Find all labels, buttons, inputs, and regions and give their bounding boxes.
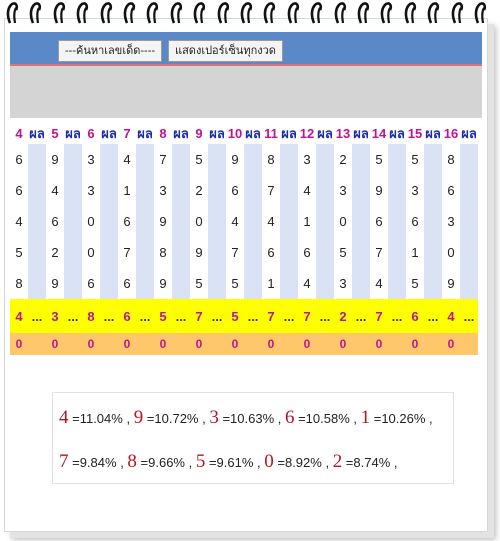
spiral-ring-icon [123, 2, 137, 22]
table-cell: 8 [10, 268, 28, 299]
result-cell [208, 175, 226, 206]
table-cell: 3 [334, 268, 352, 299]
result-cell [208, 144, 226, 175]
result-cell [460, 206, 478, 237]
orange-filler [280, 333, 298, 355]
result-cell [100, 175, 118, 206]
orange-filler [172, 333, 190, 355]
stat-digit: 2 [332, 451, 343, 472]
orange-value: 0 [406, 333, 424, 355]
spiral-ring-icon [263, 2, 277, 22]
summary-digit: 6 [118, 299, 136, 333]
column-result-label: ผล [173, 125, 189, 141]
orange-value: 0 [226, 333, 244, 355]
summary-digit: 7 [370, 299, 388, 333]
result-cell [280, 206, 298, 237]
spiral-binding [0, 0, 500, 28]
spiral-ring-icon [357, 2, 371, 22]
table-cell: 3 [82, 175, 100, 206]
stat-percent: =9.66% [136, 455, 185, 470]
table-cell: 9 [154, 206, 172, 237]
table-cell: 5 [190, 268, 208, 299]
column-result-label: ผล [101, 125, 117, 141]
table-cell: 6 [406, 206, 424, 237]
stat-percent: =11.04% [68, 411, 123, 426]
orange-value: 0 [82, 333, 100, 355]
column-result-label: ผล [317, 125, 333, 141]
spiral-ring-icon [76, 2, 90, 22]
result-cell [136, 237, 154, 268]
result-cell [28, 144, 46, 175]
table-cell: 0 [334, 206, 352, 237]
orange-filler [352, 333, 370, 355]
summary-dots: ... [136, 299, 154, 333]
stat-separator: , [116, 455, 128, 470]
result-cell [244, 237, 262, 268]
column-number: 16 [443, 125, 459, 141]
stat-digit: 4 [59, 407, 69, 428]
table-cell: 6 [10, 175, 28, 206]
orange-filler [136, 333, 154, 355]
result-cell [460, 237, 478, 268]
stat-separator: , [185, 455, 196, 470]
summary-dots: ... [244, 299, 262, 333]
stat-digit: 9 [133, 407, 144, 428]
summary-dots: ... [64, 299, 82, 333]
table-cell: 5 [334, 237, 352, 268]
result-cell [388, 144, 406, 175]
orange-value: 0 [442, 333, 460, 355]
gray-panel [10, 66, 482, 118]
yellow-summary-row [10, 299, 478, 333]
result-cell [460, 268, 478, 299]
result-cell [460, 144, 478, 175]
screenshot-content [10, 32, 482, 520]
table-row [10, 175, 478, 206]
column-result-label: ผล [245, 125, 261, 141]
show-percent-button[interactable]: แสดงเปอร์เซ็นทุกงวด [168, 40, 283, 62]
spiral-ring-icon [217, 2, 231, 22]
result-cell [64, 237, 82, 268]
spiral-ring-icon [170, 2, 184, 22]
orange-value: 0 [298, 333, 316, 355]
orange-value: 0 [10, 333, 28, 355]
result-cell [352, 175, 370, 206]
table-header-row [10, 122, 478, 144]
result-cell [136, 144, 154, 175]
result-cell [64, 268, 82, 299]
stat-percent: =8.92% [273, 455, 322, 470]
table-row [10, 144, 478, 175]
table-cell: 4 [370, 268, 388, 299]
table-cell: 5 [226, 268, 244, 299]
summary-dots: ... [280, 299, 298, 333]
result-cell [316, 268, 334, 299]
summary-digit: 7 [262, 299, 280, 333]
result-cell [352, 268, 370, 299]
orange-filler [460, 333, 478, 355]
stat-digit: 1 [360, 407, 371, 428]
result-cell [388, 268, 406, 299]
table-cell: 6 [118, 206, 136, 237]
summary-dots: ... [460, 299, 478, 333]
stat-digit: 8 [127, 451, 137, 472]
table-cell: 6 [10, 144, 28, 175]
orange-value: 0 [118, 333, 136, 355]
table-cell: 5 [406, 144, 424, 175]
column-number: 13 [335, 125, 351, 141]
result-cell [316, 175, 334, 206]
orange-filler [244, 333, 262, 355]
table-cell: 4 [226, 206, 244, 237]
spiral-ring-icon [474, 2, 488, 22]
orange-value: 0 [334, 333, 352, 355]
column-result-label: ผล [389, 125, 405, 141]
table-cell: 4 [46, 175, 64, 206]
column-result-label: ผล [209, 125, 225, 141]
spiral-ring-icon [100, 2, 114, 22]
orange-filler [100, 333, 118, 355]
result-cell [352, 237, 370, 268]
orange-value: 0 [262, 333, 280, 355]
table-cell: 1 [298, 206, 316, 237]
column-result-label: ผล [425, 125, 441, 141]
result-cell [460, 175, 478, 206]
table-cell: 9 [226, 144, 244, 175]
table-cell: 9 [46, 144, 64, 175]
table-cell: 9 [154, 268, 172, 299]
result-cell [172, 268, 190, 299]
column-number: 12 [299, 125, 315, 141]
result-cell [244, 175, 262, 206]
summary-dots: ... [316, 299, 334, 333]
result-cell [280, 237, 298, 268]
orange-filler [424, 333, 442, 355]
table-cell: 2 [46, 237, 64, 268]
table-cell: 8 [154, 237, 172, 268]
table-row [10, 268, 478, 299]
orange-value: 0 [190, 333, 208, 355]
table-cell: 7 [226, 237, 244, 268]
result-cell [172, 206, 190, 237]
column-result-label: ผล [137, 125, 153, 141]
result-cell [136, 268, 154, 299]
spiral-ring-icon [6, 2, 20, 22]
column-number: 10 [227, 125, 243, 141]
result-cell [424, 268, 442, 299]
column-number: 5 [51, 125, 59, 141]
result-cell [424, 144, 442, 175]
summary-digit: 5 [154, 299, 172, 333]
result-cell [28, 237, 46, 268]
result-cell [172, 175, 190, 206]
column-result-label: ผล [65, 125, 81, 141]
table-cell: 7 [154, 144, 172, 175]
result-cell [388, 237, 406, 268]
table-cell: 1 [118, 175, 136, 206]
result-cell [28, 175, 46, 206]
stat-percent: =10.58% [294, 411, 350, 426]
summary-dots: ... [172, 299, 190, 333]
table-cell: 6 [118, 268, 136, 299]
summary-dots: ... [424, 299, 442, 333]
table-cell: 3 [154, 175, 172, 206]
summary-digit: 2 [334, 299, 352, 333]
summary-dots: ... [100, 299, 118, 333]
result-cell [172, 237, 190, 268]
spiral-ring-icon [287, 2, 301, 22]
column-result-label: ผล [461, 125, 477, 141]
summary-digit: 5 [226, 299, 244, 333]
result-cell [136, 206, 154, 237]
summary-digit: 7 [190, 299, 208, 333]
orange-summary-row [10, 333, 478, 355]
spiral-ring-icon [53, 2, 67, 22]
orange-filler [388, 333, 406, 355]
result-cell [244, 206, 262, 237]
result-cell [208, 268, 226, 299]
table-cell: 3 [82, 144, 100, 175]
result-cell [424, 237, 442, 268]
column-result-label: ผล [29, 125, 45, 141]
table-cell: 4 [10, 206, 28, 237]
result-cell [64, 206, 82, 237]
table-cell: 3 [442, 206, 460, 237]
table-cell: 8 [442, 144, 460, 175]
stats-line-1 [59, 407, 433, 429]
result-cell [244, 144, 262, 175]
table-row [10, 237, 478, 268]
spiral-ring-icon [380, 2, 394, 22]
table-cell: 0 [82, 237, 100, 268]
column-number: 11 [264, 125, 278, 141]
stat-separator: , [253, 455, 265, 470]
summary-dots: ... [352, 299, 370, 333]
result-cell [136, 175, 154, 206]
table-cell: 4 [298, 175, 316, 206]
result-cell [316, 206, 334, 237]
result-cell [28, 206, 46, 237]
stat-digit: 6 [284, 407, 295, 428]
column-number: 9 [195, 125, 203, 141]
orange-filler [64, 333, 82, 355]
spiral-ring-icon [29, 2, 43, 22]
stat-separator: , [198, 411, 210, 426]
table-cell: 5 [10, 237, 28, 268]
result-cell [280, 144, 298, 175]
spiral-ring-icon [240, 2, 254, 22]
result-cell [352, 144, 370, 175]
result-cell [280, 175, 298, 206]
summary-dots: ... [388, 299, 406, 333]
top-toolbar [10, 32, 482, 64]
result-cell [388, 206, 406, 237]
result-cell [352, 206, 370, 237]
table-cell: 9 [370, 175, 388, 206]
summary-digit: 3 [46, 299, 64, 333]
spiral-ring-icon [427, 2, 441, 22]
orange-filler [28, 333, 46, 355]
table-cell: 4 [118, 144, 136, 175]
summary-digit: 4 [442, 299, 460, 333]
summary-digit: 8 [82, 299, 100, 333]
orange-filler [208, 333, 226, 355]
table-cell: 5 [190, 144, 208, 175]
result-cell [208, 206, 226, 237]
table-cell: 3 [334, 175, 352, 206]
table-cell: 6 [298, 237, 316, 268]
result-cell [244, 268, 262, 299]
table-cell: 6 [370, 206, 388, 237]
stat-percent: =8.74% [342, 455, 391, 470]
search-lucky-number-dropdown[interactable]: ---ค้นหาเลขเด็ด---- [58, 40, 162, 62]
orange-value: 0 [154, 333, 172, 355]
result-cell [28, 268, 46, 299]
result-cell [100, 206, 118, 237]
column-number: 15 [407, 125, 423, 141]
table-cell: 5 [406, 268, 424, 299]
spiral-ring-icon [404, 2, 418, 22]
column-result-label: ผล [353, 125, 369, 141]
result-cell [280, 268, 298, 299]
result-cell [316, 237, 334, 268]
table-cell: 6 [226, 175, 244, 206]
table-cell: 3 [406, 175, 424, 206]
table-cell: 0 [82, 206, 100, 237]
stat-percent: =10.72% [143, 411, 199, 426]
table-cell: 2 [334, 144, 352, 175]
table-cell: 9 [442, 268, 460, 299]
stat-percent: =10.63% [218, 411, 275, 426]
result-cell [64, 175, 82, 206]
results-table [10, 122, 478, 355]
stat-digit: 7 [59, 451, 69, 472]
column-number: 8 [159, 125, 167, 141]
table-cell: 5 [370, 144, 388, 175]
stat-digit: 3 [209, 407, 219, 428]
column-number: 6 [87, 125, 95, 141]
orange-filler [316, 333, 334, 355]
table-cell: 7 [262, 175, 280, 206]
result-cell [100, 268, 118, 299]
stats-line-2 [59, 451, 398, 473]
stat-separator: , [321, 455, 333, 470]
column-number: 7 [123, 125, 131, 141]
stat-separator: , [425, 411, 433, 426]
table-cell: 6 [82, 268, 100, 299]
table-cell: 0 [442, 237, 460, 268]
table-cell: 7 [118, 237, 136, 268]
table-cell: 4 [298, 268, 316, 299]
result-cell [388, 175, 406, 206]
result-cell [316, 144, 334, 175]
stat-percent: =10.26% [370, 411, 426, 426]
spiral-ring-icon [451, 2, 465, 22]
table-cell: 8 [262, 144, 280, 175]
spiral-ring-icon [146, 2, 160, 22]
table-cell: 6 [46, 206, 64, 237]
percentage-stats-box [52, 392, 454, 484]
column-number: 14 [371, 125, 387, 141]
stat-separator: , [349, 411, 361, 426]
stat-separator: , [274, 411, 285, 426]
table-row [10, 206, 478, 237]
orange-value: 0 [46, 333, 64, 355]
table-cell: 2 [190, 175, 208, 206]
table-cell: 1 [406, 237, 424, 268]
column-number: 4 [15, 125, 23, 141]
stat-percent: =9.84% [68, 455, 117, 470]
result-cell [424, 175, 442, 206]
spiral-ring-icon [193, 2, 207, 22]
result-cell [100, 144, 118, 175]
spiral-ring-icon [310, 2, 324, 22]
table-cell: 6 [262, 237, 280, 268]
stat-digit: 0 [264, 451, 274, 472]
summary-digit: 4 [10, 299, 28, 333]
table-cell: 3 [298, 144, 316, 175]
result-cell [424, 206, 442, 237]
stat-separator: , [122, 411, 134, 426]
orange-value: 0 [370, 333, 388, 355]
spiral-ring-icon [334, 2, 348, 22]
stat-separator: , [390, 455, 398, 470]
stat-digit: 5 [195, 451, 206, 472]
summary-digit: 6 [406, 299, 424, 333]
table-cell: 6 [442, 175, 460, 206]
table-cell: 1 [262, 268, 280, 299]
table-cell: 9 [46, 268, 64, 299]
result-cell [64, 144, 82, 175]
summary-dots: ... [208, 299, 226, 333]
result-cell [208, 237, 226, 268]
stat-percent: =9.61% [205, 455, 254, 470]
table-cell: 4 [262, 206, 280, 237]
result-cell [100, 237, 118, 268]
table-cell: 7 [370, 237, 388, 268]
table-cell: 0 [190, 206, 208, 237]
table-cell: 9 [190, 237, 208, 268]
summary-digit: 7 [298, 299, 316, 333]
column-result-label: ผล [281, 125, 297, 141]
summary-dots: ... [28, 299, 46, 333]
result-cell [172, 144, 190, 175]
